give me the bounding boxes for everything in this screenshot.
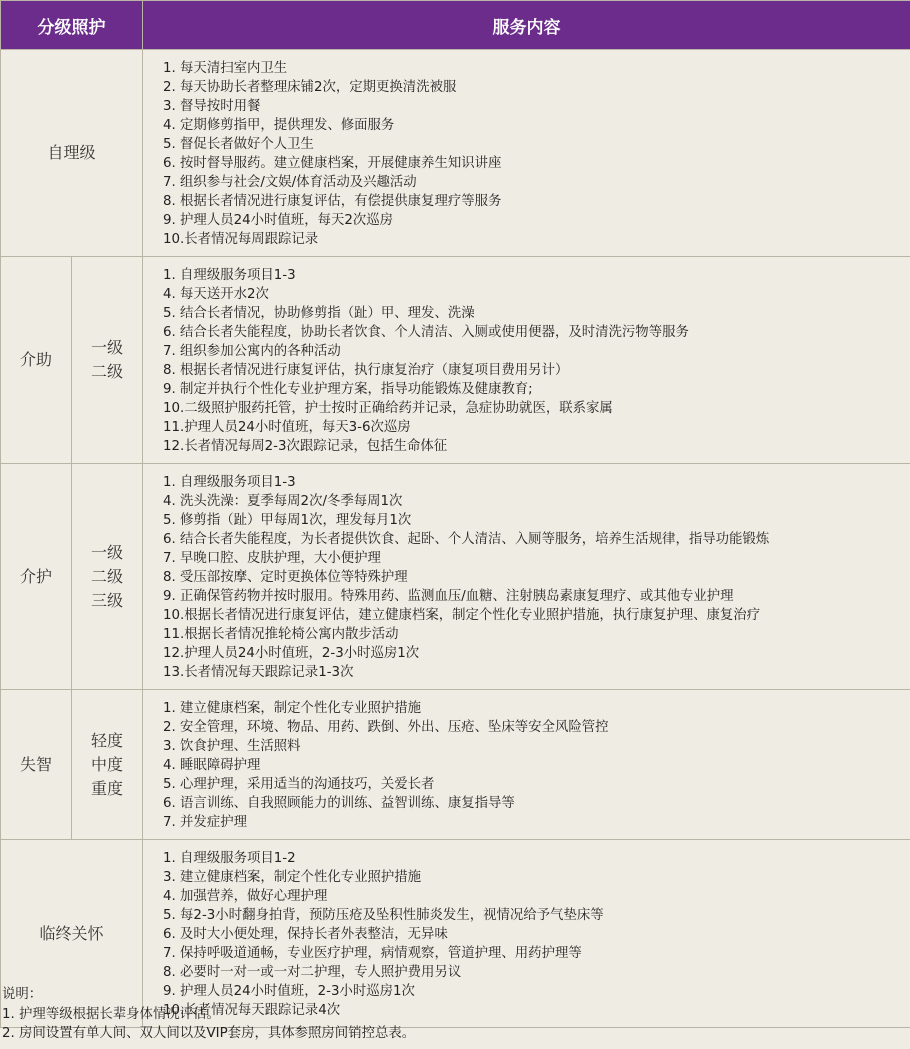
note-line: 1. 护理等级根据长辈身体情况评估。 [2,1006,220,1022]
list-item: 4. 加强营养，做好心理护理 [163,889,328,904]
list-item: 10.根据长者情况进行康复评估，建立健康档案，制定个性化专业照护措施，执行康复护理、康复治疗 [163,608,761,623]
grade-label: 二级 [90,362,123,381]
table-row [1,464,910,690]
list-item: 5. 每2-3小时翻身拍背，预防压疮及坠积性肺炎发生，视情况给予气垫床等 [163,908,604,923]
service-cell-assist [143,257,910,464]
list-item: 4. 洗头洗澡：夏季每周2次/冬季每周1次 [163,494,403,509]
list-item: 8. 根据长者情况进行康复评估，有偿提供康复理疗等服务 [163,194,502,209]
grade-label: 中度 [90,754,123,774]
grade-label: 一级 [90,338,123,357]
list-item: 5. 心理护理，采用适当的沟通技巧，关爱长者 [163,777,435,792]
list-item: 13.长者情况每天跟踪记录1-3次 [163,665,354,680]
list-item: 1. 建立健康档案，制定个性化专业照护措施 [163,701,422,716]
list-item: 4. 睡眠障碍护理 [163,758,261,773]
service-cell-self [143,50,910,257]
list-item: 1. 自理级服务项目1-3 [163,268,296,283]
list-item: 10.长者情况每周跟踪记录 [163,232,319,247]
list-item: 5. 结合长者情况，协助修剪指（趾）甲、理发、洗澡 [163,306,475,321]
grade-label: 重度 [90,778,123,798]
list-item: 1. 自理级服务项目1-3 [163,475,296,490]
service-list [155,257,910,463]
table-row [1,257,910,464]
list-item: 10.长者情况每天跟踪记录4次 [163,1003,341,1018]
list-item: 9. 护理人员24小时值班，2-3小时巡房1次 [163,984,415,999]
grade-list-dementia [72,690,143,840]
list-item: 9. 正确保管药物并按时服用。特殊用药、监测血压/血糖、注射胰岛素康复理疗、或其他专业护理 [163,589,734,604]
list-item: 3. 督导按时用餐 [163,99,261,114]
list-item: 7. 早晚口腔、皮肤护理，大小便护理 [163,551,381,566]
grade-label: 轻度 [90,730,123,750]
level-self: 自理级 [1,50,143,257]
grade-label: 三级 [90,590,123,610]
list-item: 7. 组织参与社会/文娱/体育活动及兴趣活动 [163,175,417,190]
grade-list-assist [72,257,143,464]
list-item: 8. 根据长者情况进行康复评估，执行康复治疗（康复项目费用另计） [163,363,569,378]
grade-label: 二级 [90,566,123,586]
list-item: 6. 语言训练、自我照顾能力的训练、益智训练、康复指导等 [163,796,515,811]
list-item: 12.护理人员24小时值班，2-3小时巡房1次 [163,646,420,661]
list-item: 9. 制定并执行个性化专业护理方案，指导功能锻炼及健康教育; [163,382,533,397]
list-item: 9. 护理人员24小时值班，每天2次巡房 [163,213,394,228]
list-item: 3. 饮食护理、生活照料 [163,739,301,754]
list-item: 1. 每天清扫室内卫生 [163,61,288,76]
notes-title: 说明： [2,987,43,1002]
list-item: 5. 督促长者做好个人卫生 [163,137,314,152]
list-item: 6. 结合长者失能程度，为长者提供饮食、起卧、个人清洁、入厕等服务，培养生活规律，指导功能锻炼 [163,532,770,547]
service-cell-nursing [143,464,910,690]
grade-list-nursing [72,464,143,690]
table-header-row [1,1,910,50]
list-item: 7. 保持呼吸道通畅，专业医疗护理，病情观察，管道护理、用药护理等 [163,946,582,961]
header-service-content: 服务内容 [143,1,910,50]
grade-label: 一级 [90,542,123,562]
list-item: 8. 必要时一对一或一对二护理，专人照护费用另议 [163,965,462,980]
header-care-level: 分级照护 [1,1,143,50]
level-nursing: 介护 [1,464,72,690]
list-item: 6. 及时大小便处理，保持长者外表整洁，无异味 [163,927,448,942]
list-item: 5. 修剪指（趾）甲每周1次，理发每月1次 [163,513,412,528]
level-dementia: 失智 [1,690,72,840]
list-item: 4. 每天送开水2次 [163,287,269,302]
notes-section [0,985,902,1044]
list-item: 11.根据长者情况推轮椅公寓内散步活动 [163,627,399,642]
list-item: 8. 受压部按摩、定时更换体位等特殊护理 [163,570,408,585]
list-item: 2. 每天协助长者整理床铺2次，定期更换清洗被服 [163,80,457,95]
level-assist: 介助 [1,257,72,464]
list-item: 12.长者情况每周2-3次跟踪记录，包括生命体征 [163,439,448,454]
table-row [1,50,910,257]
list-item: 11.护理人员24小时值班，每天3-6次巡房 [163,420,411,435]
table-row [1,690,910,840]
list-item: 1. 自理级服务项目1-2 [163,851,296,866]
list-item: 2. 安全管理，环境、物品、用药、跌倒、外出、压疮、坠床等安全风险管控 [163,720,609,735]
list-item: 10.二级照护服药托管，护士按时正确给药并记录，急症协助就医，联系家属 [163,401,613,416]
level-hospice: 临终关怀 [1,840,143,1028]
list-item: 7. 组织参加公寓内的各种活动 [163,344,341,359]
service-list [155,690,910,839]
list-item: 3. 建立健康档案，制定个性化专业照护措施 [163,870,422,885]
list-item: 6. 按时督导服药。建立健康档案，开展健康养生知识讲座 [163,156,502,171]
list-item: 4. 定期修剪指甲，提供理发、修面服务 [163,118,395,133]
service-cell-dementia [143,690,910,840]
service-list [155,464,910,689]
list-item: 6. 结合长者失能程度，协助长者饮食、个人清洁、入厕或使用便器，及时清洗污物等服务 [163,325,689,340]
service-list [155,50,910,256]
list-item: 7. 并发症护理 [163,815,247,830]
note-line: 2. 房间设置有单人间、双人间以及VIP套房，具体参照房间销控总表。 [2,1026,416,1041]
